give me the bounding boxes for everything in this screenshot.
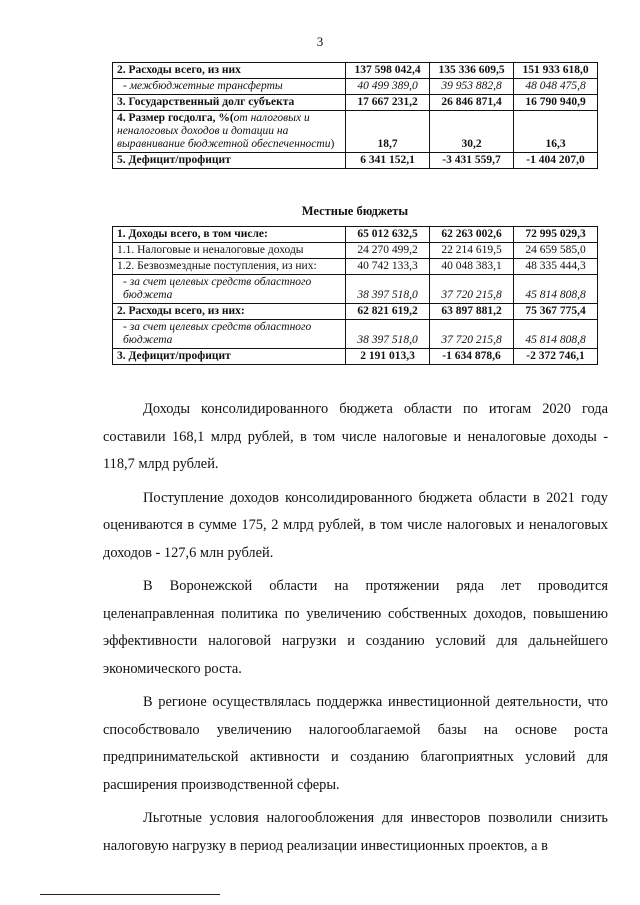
row-label-tail: ) [330,138,335,150]
value-cell: 65 012 632,5 [346,227,430,243]
table-row [113,320,598,349]
value-cell: 137 598 042,4 [346,63,430,79]
value-cell: 26 846 871,4 [430,95,514,111]
table-row [113,227,598,243]
value-cell: 6 341 152,1 [346,153,430,169]
page-number: 3 [316,34,324,49]
row-label: 1. Доходы всего, в том числе: [113,227,346,243]
value-cell: 75 367 775,4 [514,304,598,320]
value-cell: 62 821 619,2 [346,304,430,320]
value-cell: 38 397 518,0 [346,275,430,304]
value-cell: 2 191 013,3 [346,349,430,365]
row-label: - межбюджетные трансферты [113,79,346,95]
value-cell: 24 659 585,0 [514,243,598,259]
row-label-italic: от налоговых и неналоговых доходов и дотации на выравнивание бюджетной обеспеченности [117,112,331,150]
table-row [113,63,598,79]
value-cell: -1 404 207,0 [514,153,598,169]
value-cell: 40 742 133,3 [346,259,430,275]
row-label [113,111,346,153]
table-row [113,275,598,304]
value-cell: -2 372 746,1 [514,349,598,365]
row-label: - за счет целевых средств областного бюджета [113,275,346,304]
table-row [113,349,598,365]
row-label: 5. Дефицит/профицит [113,153,346,169]
table-row [113,243,598,259]
paragraph: Поступление доходов консолидированного бюджета области в 2021 году оцениваются в сумме 175, 2 млрд рублей, в том числе налоговых и неналоговых доходов - 127,6 млн рублей. [103,489,608,561]
row-label: 2. Расходы всего, из них: [113,304,346,320]
value-cell: 37 720 215,8 [430,320,514,349]
value-cell: 39 953 882,8 [430,79,514,95]
row-label: 2. Расходы всего, из них [113,63,346,79]
value-cell: 135 336 609,5 [430,63,514,79]
paragraph: В Воронежской области на протяжении ряда лет проводится целенаправленная политика по увеличению собственных доходов, повышению эффективности налоговой нагрузки и созданию условий для дальнейшего экономического роста. [103,578,608,677]
table-row [113,95,598,111]
footer-divider [40,894,220,895]
value-cell: 45 814 808,8 [514,320,598,349]
value-cell: 40 048 383,1 [430,259,514,275]
value-cell: 151 933 618,0 [514,63,598,79]
value-cell: -1 634 878,6 [430,349,514,365]
value-cell: 16 790 940,9 [514,95,598,111]
consolidated-budget-table [112,62,598,169]
local-budgets-title: Местные бюджеты [301,204,409,218]
table-row [113,304,598,320]
paragraph: В регионе осуществлялась поддержка инвестиционной деятельности, что способствовало увеличению налогооблагаемой базы на основе роста предпринимательской активности и созданию благоприятных условий для расширения производственной сферы. [103,694,608,793]
table-row [113,79,598,95]
table-row [113,259,598,275]
value-cell: 16,3 [514,111,598,153]
value-cell: 62 263 002,6 [430,227,514,243]
value-cell: 40 499 389,0 [346,79,430,95]
value-cell: 63 897 881,2 [430,304,514,320]
value-cell: 37 720 215,8 [430,275,514,304]
value-cell: 17 667 231,2 [346,95,430,111]
paragraph: Доходы консолидированного бюджета области по итогам 2020 года составили 168,1 млрд рублей, в том числе налоговые и неналоговые доходы - 118,7 млрд рублей. [103,401,608,472]
table-row [113,153,598,169]
value-cell: 18,7 [346,111,430,153]
body-text [103,396,608,866]
value-cell: 30,2 [430,111,514,153]
local-budgets-table [112,226,598,365]
value-cell: -3 431 559,7 [430,153,514,169]
row-label-start: 4. Размер госдолга, %( [117,112,234,124]
value-cell: 38 397 518,0 [346,320,430,349]
value-cell: 72 995 029,3 [514,227,598,243]
value-cell: 48 048 475,8 [514,79,598,95]
table-row [113,111,598,153]
row-label: - за счет целевых средств областного бюджета [113,320,346,349]
paragraph: Льготные условия налогообложения для инвесторов позволили снизить налоговую нагрузку в период реализации инвестиционных проектов, а в [103,810,608,854]
row-label: 3. Дефицит/профицит [113,349,346,365]
value-cell: 24 270 499,2 [346,243,430,259]
value-cell: 45 814 808,8 [514,275,598,304]
value-cell: 22 214 619,5 [430,243,514,259]
value-cell: 48 335 444,3 [514,259,598,275]
row-label: 1.1. Налоговые и неналоговые доходы [113,243,346,259]
row-label: 1.2. Безвозмездные поступления, из них: [113,259,346,275]
row-label: 3. Государственный долг субъекта [113,95,346,111]
